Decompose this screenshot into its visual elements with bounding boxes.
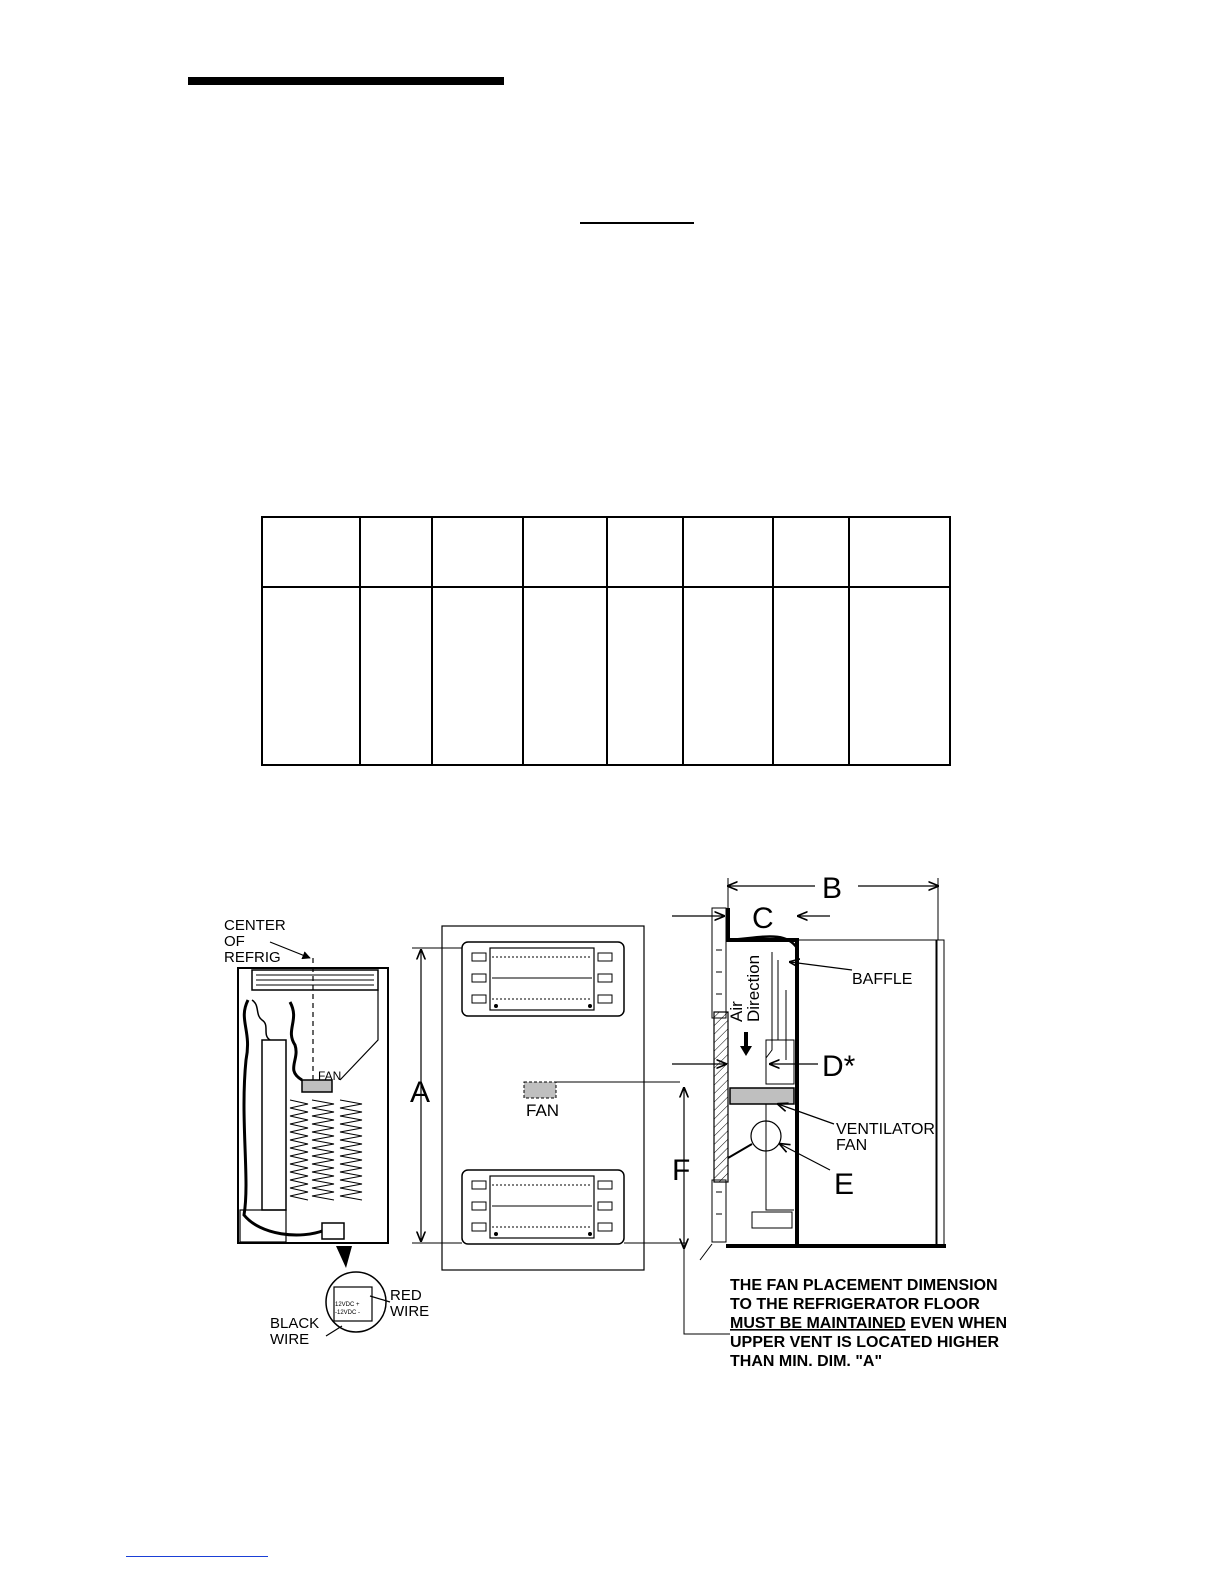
- center-label-3: REFRIG: [224, 949, 281, 966]
- refrigerator-outline: [238, 968, 388, 1243]
- center-label-2: OF: [224, 933, 245, 950]
- air-direction-label-1: Air: [727, 1001, 746, 1022]
- baffle-label: BAFFLE: [852, 971, 913, 988]
- fan-location-marker: [524, 1082, 556, 1098]
- note-emphasis: MUST BE MAINTAINED: [730, 1315, 906, 1332]
- note-line-3: [730, 1315, 1007, 1332]
- side-section-view: [672, 872, 946, 1260]
- ventilator-fan-label-1: VENTILATOR: [836, 1121, 935, 1138]
- dimension-f-label: F: [672, 1154, 691, 1187]
- dimension-d-label: D*: [822, 1050, 856, 1083]
- upper-vent: [462, 942, 624, 1016]
- terminal-label-positive: 12VDC +: [335, 1302, 360, 1308]
- note-line-3-rest: EVEN WHEN: [905, 1315, 1008, 1332]
- fan-label: FAN: [526, 1101, 560, 1120]
- ventilator-fan-label-2: FAN: [836, 1137, 868, 1154]
- note-line-4: UPPER VENT IS LOCATED HIGHER: [730, 1334, 1000, 1351]
- wall-section: [714, 1012, 728, 1182]
- note-line-1: THE FAN PLACEMENT DIMENSION: [730, 1277, 998, 1294]
- dimension-c-label: C: [752, 902, 774, 935]
- dimension-e-label: E: [834, 1168, 855, 1201]
- red-wire-label-1: RED: [390, 1287, 422, 1304]
- evaporator-fins: [290, 1100, 362, 1200]
- red-wire-label-2: WIRE: [390, 1303, 430, 1320]
- terminal-label-negative: -12VDC -: [335, 1310, 361, 1316]
- center-label-1: CENTER: [224, 917, 286, 934]
- absorber-tank: [262, 1040, 286, 1210]
- dimension-a-label: A: [410, 1076, 431, 1109]
- exterior-wall-view: [410, 926, 730, 1334]
- air-direction-label-2: Direction: [744, 954, 763, 1022]
- ventilator-fan-marker: [730, 1088, 794, 1104]
- lower-vent: [462, 1170, 624, 1244]
- note-line-2: TO THE REFRIGERATOR FLOOR: [730, 1296, 980, 1313]
- refrigerator-rear-view: [224, 917, 429, 1348]
- note-line-5: THAN MIN. DIM. "A": [730, 1353, 883, 1370]
- black-wire-label-2: WIRE: [270, 1331, 310, 1348]
- fan-placement-note: [730, 1277, 1007, 1370]
- terminal-block: [322, 1223, 344, 1239]
- dimension-b-label: B: [822, 872, 843, 905]
- black-wire-label-1: BLACK: [270, 1315, 320, 1332]
- air-direction-arrow: [740, 1032, 752, 1056]
- footer-link-rule: [126, 1556, 268, 1557]
- fan-label-small: FAN: [318, 1069, 342, 1083]
